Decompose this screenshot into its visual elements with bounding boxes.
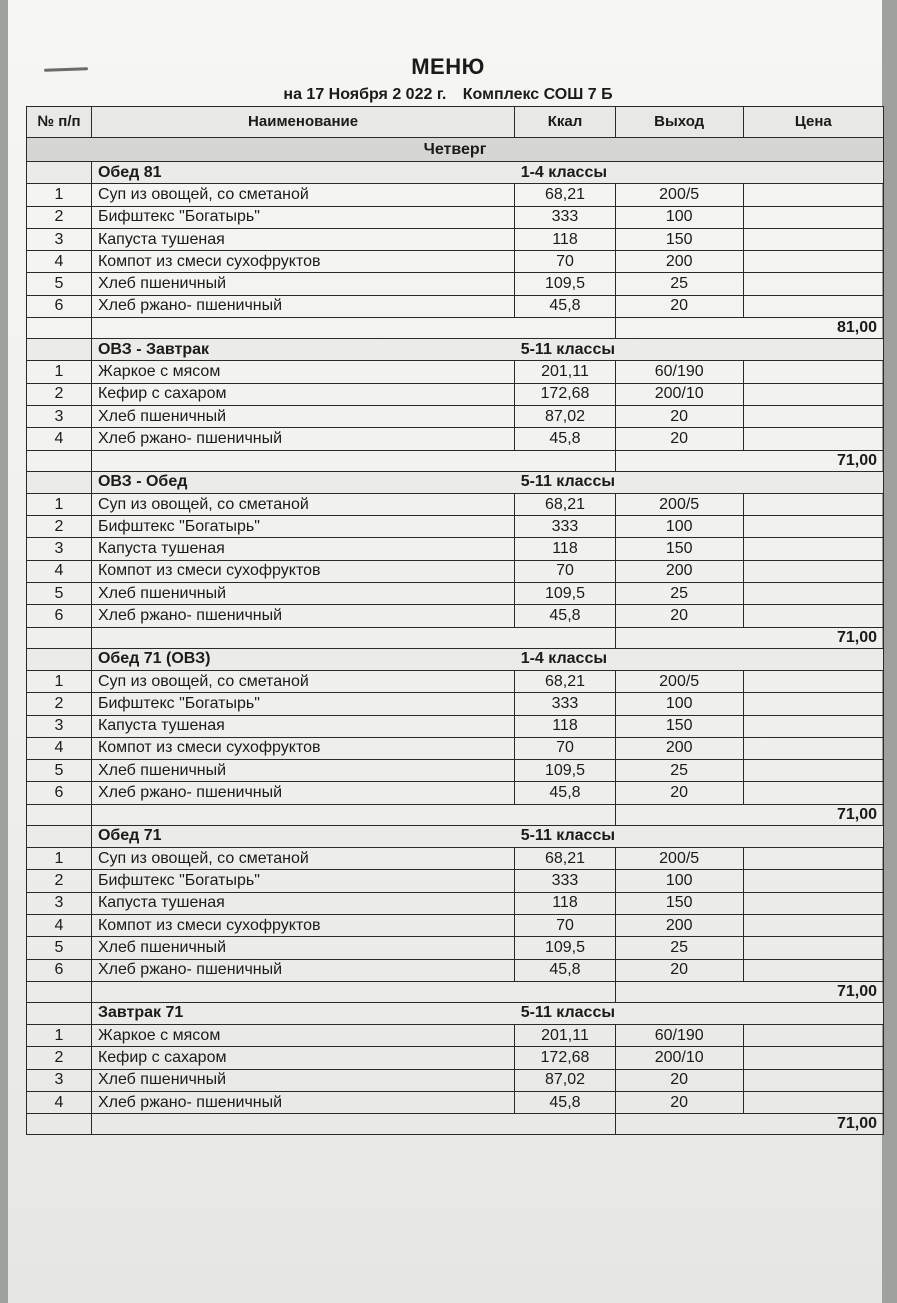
item-output: 20 bbox=[615, 405, 743, 427]
item-price bbox=[743, 760, 883, 782]
item-output: 150 bbox=[615, 538, 743, 560]
total-empty-num bbox=[27, 450, 92, 471]
table-row bbox=[27, 560, 884, 582]
item-name: Хлеб ржано- пшеничный bbox=[91, 605, 514, 627]
item-num: 3 bbox=[27, 228, 92, 250]
header-row bbox=[27, 107, 884, 138]
item-price bbox=[743, 1091, 883, 1113]
item-name: Суп из овощей, со сметаной bbox=[91, 184, 514, 206]
item-price bbox=[743, 670, 883, 692]
item-num: 6 bbox=[27, 782, 92, 804]
item-output: 100 bbox=[615, 870, 743, 892]
item-num: 1 bbox=[27, 361, 92, 383]
section-num-cell bbox=[27, 339, 92, 361]
item-name: Бифштекс "Богатырь" bbox=[91, 870, 514, 892]
item-price bbox=[743, 493, 883, 515]
table-row bbox=[27, 892, 884, 914]
section-num-cell bbox=[27, 162, 92, 184]
table-row bbox=[27, 848, 884, 870]
item-num: 4 bbox=[27, 251, 92, 273]
item-name: Хлеб пшеничный bbox=[91, 273, 514, 295]
header-output: Выход bbox=[615, 107, 743, 138]
item-price bbox=[743, 715, 883, 737]
item-kcal: 333 bbox=[515, 870, 616, 892]
table-row bbox=[27, 959, 884, 981]
table-row bbox=[27, 715, 884, 737]
section-grade: 5-11 классы bbox=[515, 1002, 884, 1024]
item-num: 4 bbox=[27, 737, 92, 759]
item-num: 3 bbox=[27, 1069, 92, 1091]
item-output: 60/190 bbox=[615, 1025, 743, 1047]
item-kcal: 45,8 bbox=[515, 295, 616, 317]
item-kcal: 172,68 bbox=[515, 1047, 616, 1069]
item-price bbox=[743, 295, 883, 317]
table-row bbox=[27, 1091, 884, 1113]
item-name: Хлеб ржано- пшеничный bbox=[91, 782, 514, 804]
table-row bbox=[27, 383, 884, 405]
section-total: 71,00 bbox=[615, 981, 883, 1002]
item-output: 20 bbox=[615, 782, 743, 804]
item-price bbox=[743, 782, 883, 804]
item-price bbox=[743, 1047, 883, 1069]
item-name: Хлеб пшеничный bbox=[91, 1069, 514, 1091]
item-price bbox=[743, 206, 883, 228]
item-num: 5 bbox=[27, 583, 92, 605]
item-output: 150 bbox=[615, 715, 743, 737]
table-row bbox=[27, 1047, 884, 1069]
table-row bbox=[27, 782, 884, 804]
item-name: Хлеб ржано- пшеничный bbox=[91, 1091, 514, 1113]
item-num: 5 bbox=[27, 760, 92, 782]
section-total: 71,00 bbox=[615, 804, 883, 825]
table-row bbox=[27, 361, 884, 383]
total-empty-name bbox=[91, 627, 615, 648]
item-kcal: 70 bbox=[515, 560, 616, 582]
total-empty-num bbox=[27, 318, 92, 339]
section-name: Обед 71 (ОВЗ) bbox=[91, 648, 514, 670]
table-row bbox=[27, 937, 884, 959]
section-grade: 1-4 классы bbox=[515, 648, 884, 670]
section-grade: 5-11 классы bbox=[515, 825, 884, 847]
table-row bbox=[27, 295, 884, 317]
item-output: 200/5 bbox=[615, 493, 743, 515]
item-price bbox=[743, 560, 883, 582]
item-num: 1 bbox=[27, 184, 92, 206]
table-row bbox=[27, 870, 884, 892]
total-empty-name bbox=[91, 450, 615, 471]
item-num: 4 bbox=[27, 914, 92, 936]
item-num: 2 bbox=[27, 693, 92, 715]
item-kcal: 70 bbox=[515, 737, 616, 759]
item-output: 25 bbox=[615, 273, 743, 295]
item-output: 200/5 bbox=[615, 848, 743, 870]
section-num-cell bbox=[27, 648, 92, 670]
item-num: 4 bbox=[27, 560, 92, 582]
item-kcal: 87,02 bbox=[515, 405, 616, 427]
item-num: 1 bbox=[27, 1025, 92, 1047]
item-name: Хлеб ржано- пшеничный bbox=[91, 295, 514, 317]
item-price bbox=[743, 937, 883, 959]
item-num: 5 bbox=[27, 273, 92, 295]
item-num: 6 bbox=[27, 605, 92, 627]
table-row bbox=[27, 583, 884, 605]
table-row bbox=[27, 228, 884, 250]
item-price bbox=[743, 1069, 883, 1091]
section-name: Завтрак 71 bbox=[91, 1002, 514, 1024]
item-output: 25 bbox=[615, 760, 743, 782]
item-kcal: 70 bbox=[515, 914, 616, 936]
section-grade: 5-11 классы bbox=[515, 339, 884, 361]
item-price bbox=[743, 228, 883, 250]
item-name: Хлеб пшеничный bbox=[91, 760, 514, 782]
item-kcal: 333 bbox=[515, 206, 616, 228]
section-total-row bbox=[27, 318, 884, 339]
item-output: 20 bbox=[615, 1091, 743, 1113]
item-kcal: 118 bbox=[515, 892, 616, 914]
item-price bbox=[743, 892, 883, 914]
table-row bbox=[27, 914, 884, 936]
total-empty-num bbox=[27, 804, 92, 825]
item-name: Бифштекс "Богатырь" bbox=[91, 516, 514, 538]
total-empty-name bbox=[91, 804, 615, 825]
item-price bbox=[743, 184, 883, 206]
section-total: 81,00 bbox=[615, 318, 883, 339]
item-kcal: 333 bbox=[515, 516, 616, 538]
item-name: Капуста тушеная bbox=[91, 538, 514, 560]
item-price bbox=[743, 605, 883, 627]
header-kcal: Ккал bbox=[515, 107, 616, 138]
item-num: 1 bbox=[27, 670, 92, 692]
item-kcal: 109,5 bbox=[515, 583, 616, 605]
table-row bbox=[27, 1069, 884, 1091]
header-num: № п/п bbox=[27, 107, 92, 138]
item-num: 1 bbox=[27, 848, 92, 870]
item-name: Хлеб ржано- пшеничный bbox=[91, 959, 514, 981]
section-header bbox=[27, 648, 884, 670]
item-num: 4 bbox=[27, 1091, 92, 1113]
item-output: 20 bbox=[615, 959, 743, 981]
table-row bbox=[27, 605, 884, 627]
header-price: Цена bbox=[743, 107, 883, 138]
section-grade: 5-11 классы bbox=[515, 471, 884, 493]
item-name: Суп из овощей, со сметаной bbox=[91, 848, 514, 870]
item-price bbox=[743, 383, 883, 405]
item-name: Компот из смеси сухофруктов bbox=[91, 737, 514, 759]
item-price bbox=[743, 361, 883, 383]
item-num: 3 bbox=[27, 538, 92, 560]
item-num: 4 bbox=[27, 428, 92, 450]
item-kcal: 118 bbox=[515, 715, 616, 737]
table-row bbox=[27, 273, 884, 295]
item-num: 1 bbox=[27, 493, 92, 515]
table-row bbox=[27, 516, 884, 538]
section-header bbox=[27, 1002, 884, 1024]
item-kcal: 201,11 bbox=[515, 1025, 616, 1047]
item-kcal: 68,21 bbox=[515, 848, 616, 870]
item-name: Жаркое с мясом bbox=[91, 361, 514, 383]
item-name: Хлеб пшеничный bbox=[91, 937, 514, 959]
section-total: 71,00 bbox=[615, 627, 883, 648]
item-num: 2 bbox=[27, 870, 92, 892]
section-header bbox=[27, 471, 884, 493]
item-kcal: 45,8 bbox=[515, 782, 616, 804]
day-row bbox=[27, 138, 884, 162]
section-name: Обед 81 bbox=[91, 162, 514, 184]
item-name: Жаркое с мясом bbox=[91, 1025, 514, 1047]
item-price bbox=[743, 538, 883, 560]
item-output: 150 bbox=[615, 228, 743, 250]
item-output: 100 bbox=[615, 693, 743, 715]
item-kcal: 109,5 bbox=[515, 937, 616, 959]
table-row bbox=[27, 670, 884, 692]
item-output: 20 bbox=[615, 605, 743, 627]
section-num-cell bbox=[27, 825, 92, 847]
item-num: 2 bbox=[27, 383, 92, 405]
header-name: Наименование bbox=[91, 107, 514, 138]
item-num: 2 bbox=[27, 206, 92, 228]
table-row bbox=[27, 760, 884, 782]
total-empty-num bbox=[27, 981, 92, 1002]
item-kcal: 172,68 bbox=[515, 383, 616, 405]
item-kcal: 109,5 bbox=[515, 760, 616, 782]
section-name: ОВЗ - Обед bbox=[91, 471, 514, 493]
item-kcal: 45,8 bbox=[515, 1091, 616, 1113]
item-name: Бифштекс "Богатырь" bbox=[91, 693, 514, 715]
section-total-row bbox=[27, 981, 884, 1002]
item-name: Хлеб пшеничный bbox=[91, 405, 514, 427]
item-price bbox=[743, 405, 883, 427]
item-kcal: 70 bbox=[515, 251, 616, 273]
section-header bbox=[27, 825, 884, 847]
item-num: 3 bbox=[27, 405, 92, 427]
item-num: 2 bbox=[27, 516, 92, 538]
total-empty-name bbox=[91, 318, 615, 339]
item-kcal: 201,11 bbox=[515, 361, 616, 383]
item-output: 200/10 bbox=[615, 1047, 743, 1069]
item-price bbox=[743, 914, 883, 936]
table-row bbox=[27, 737, 884, 759]
table-row bbox=[27, 184, 884, 206]
section-name: ОВЗ - Завтрак bbox=[91, 339, 514, 361]
item-name: Суп из овощей, со сметаной bbox=[91, 670, 514, 692]
item-num: 3 bbox=[27, 715, 92, 737]
section-total-row bbox=[27, 450, 884, 471]
section-total-row bbox=[27, 627, 884, 648]
item-kcal: 68,21 bbox=[515, 184, 616, 206]
section-total-row bbox=[27, 1114, 884, 1135]
paper-sheet bbox=[8, 0, 882, 1303]
item-price bbox=[743, 959, 883, 981]
item-name: Хлеб ржано- пшеничный bbox=[91, 428, 514, 450]
total-empty-name bbox=[91, 981, 615, 1002]
section-name: Обед 71 bbox=[91, 825, 514, 847]
item-output: 200 bbox=[615, 914, 743, 936]
item-output: 200 bbox=[615, 251, 743, 273]
item-name: Компот из смеси сухофруктов bbox=[91, 560, 514, 582]
section-header bbox=[27, 162, 884, 184]
page-subtitle bbox=[8, 86, 888, 104]
section-num-cell bbox=[27, 471, 92, 493]
item-output: 200/10 bbox=[615, 383, 743, 405]
table-row bbox=[27, 206, 884, 228]
item-kcal: 45,8 bbox=[515, 605, 616, 627]
item-name: Кефир с сахаром bbox=[91, 1047, 514, 1069]
item-price bbox=[743, 693, 883, 715]
item-num: 2 bbox=[27, 1047, 92, 1069]
section-header bbox=[27, 339, 884, 361]
item-price bbox=[743, 1025, 883, 1047]
item-name: Суп из овощей, со сметаной bbox=[91, 493, 514, 515]
table-row bbox=[27, 251, 884, 273]
day-label: Четверг bbox=[27, 138, 884, 162]
item-name: Компот из смеси сухофруктов bbox=[91, 914, 514, 936]
menu-table bbox=[26, 106, 884, 1135]
item-price bbox=[743, 583, 883, 605]
item-output: 25 bbox=[615, 937, 743, 959]
item-kcal: 118 bbox=[515, 538, 616, 560]
item-kcal: 87,02 bbox=[515, 1069, 616, 1091]
table-row bbox=[27, 1025, 884, 1047]
item-price bbox=[743, 516, 883, 538]
section-total-row bbox=[27, 804, 884, 825]
item-name: Капуста тушеная bbox=[91, 715, 514, 737]
item-output: 200 bbox=[615, 560, 743, 582]
section-total: 71,00 bbox=[615, 1114, 883, 1135]
table-row bbox=[27, 493, 884, 515]
item-price bbox=[743, 251, 883, 273]
table-row bbox=[27, 693, 884, 715]
item-name: Кефир с сахаром bbox=[91, 383, 514, 405]
item-price bbox=[743, 870, 883, 892]
table-row bbox=[27, 405, 884, 427]
date-line: на 17 Ноября 2 022 г. bbox=[283, 86, 447, 103]
item-output: 200 bbox=[615, 737, 743, 759]
item-kcal: 68,21 bbox=[515, 670, 616, 692]
item-kcal: 109,5 bbox=[515, 273, 616, 295]
item-price bbox=[743, 848, 883, 870]
item-output: 25 bbox=[615, 583, 743, 605]
item-output: 200/5 bbox=[615, 670, 743, 692]
section-total: 71,00 bbox=[615, 450, 883, 471]
item-output: 100 bbox=[615, 516, 743, 538]
item-name: Компот из смеси сухофруктов bbox=[91, 251, 514, 273]
section-grade: 1-4 классы bbox=[515, 162, 884, 184]
item-num: 3 bbox=[27, 892, 92, 914]
item-price bbox=[743, 428, 883, 450]
item-output: 20 bbox=[615, 295, 743, 317]
item-num: 6 bbox=[27, 295, 92, 317]
table-row bbox=[27, 538, 884, 560]
table-row bbox=[27, 428, 884, 450]
complex-line: Комплекс СОШ 7 Б bbox=[462, 86, 613, 103]
item-kcal: 45,8 bbox=[515, 428, 616, 450]
item-kcal: 333 bbox=[515, 693, 616, 715]
item-output: 150 bbox=[615, 892, 743, 914]
item-num: 5 bbox=[27, 937, 92, 959]
item-output: 200/5 bbox=[615, 184, 743, 206]
item-kcal: 45,8 bbox=[515, 959, 616, 981]
item-kcal: 118 bbox=[515, 228, 616, 250]
total-empty-num bbox=[27, 1114, 92, 1135]
item-output: 100 bbox=[615, 206, 743, 228]
item-price bbox=[743, 737, 883, 759]
item-num: 6 bbox=[27, 959, 92, 981]
item-name: Хлеб пшеничный bbox=[91, 583, 514, 605]
item-kcal: 68,21 bbox=[515, 493, 616, 515]
item-output: 60/190 bbox=[615, 361, 743, 383]
total-empty-num bbox=[27, 627, 92, 648]
menu-body bbox=[27, 138, 884, 1135]
item-output: 20 bbox=[615, 428, 743, 450]
item-price bbox=[743, 273, 883, 295]
item-name: Бифштекс "Богатырь" bbox=[91, 206, 514, 228]
page-title: МЕНЮ bbox=[411, 54, 485, 79]
section-num-cell bbox=[27, 1002, 92, 1024]
total-empty-name bbox=[91, 1114, 615, 1135]
item-output: 20 bbox=[615, 1069, 743, 1091]
item-name: Капуста тушеная bbox=[91, 892, 514, 914]
item-name: Капуста тушеная bbox=[91, 228, 514, 250]
